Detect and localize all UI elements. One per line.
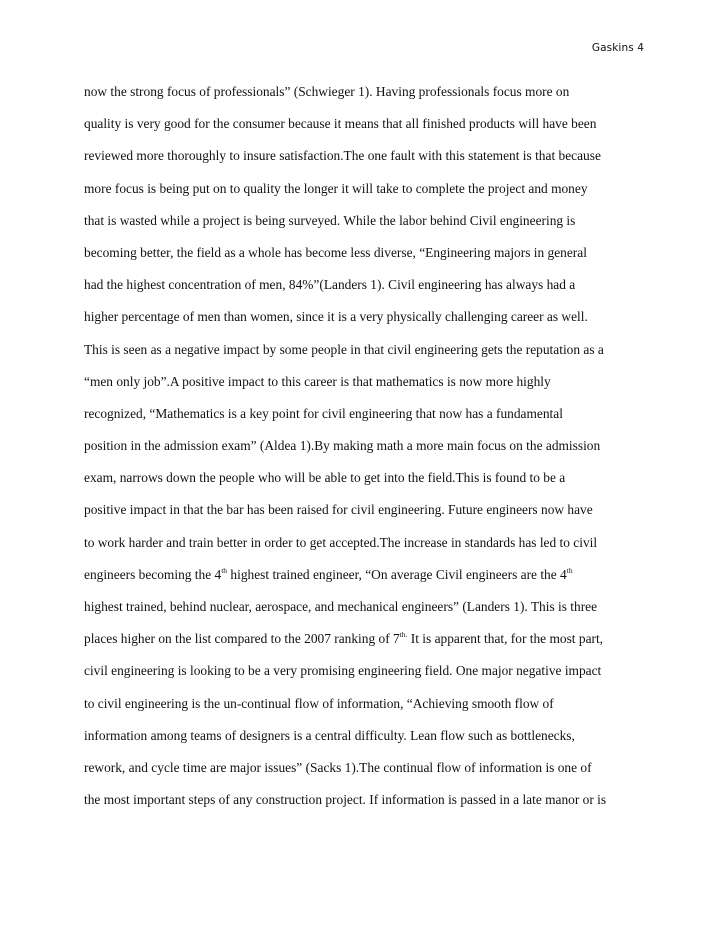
text-line: recognized, “Mathematics is a key point for civil engineering that now has a fundamental <box>84 405 563 421</box>
text-line: more focus is being put on to quality the longer it will take to complete the project and money <box>84 180 588 196</box>
text-line: to work harder and train better in order to get accepted.The increase in standards has led to civil <box>84 534 598 550</box>
text-line: civil engineering is looking to be a very promising engineering field. One major negative impact <box>84 663 602 679</box>
text-line: reviewed more thoroughly to insure satisfaction.The one fault with this statement is that because <box>84 148 601 164</box>
text-line: exam, narrows down the people who will be able to get into the field.This is found to be a <box>84 470 566 486</box>
superscript: th <box>566 565 573 575</box>
superscript: th. <box>399 630 408 640</box>
text-line: higher percentage of men than women, since it is a very physically challenging career as well. <box>84 309 588 325</box>
text-segment: It is apparent that, for the most part, <box>407 631 604 647</box>
text-line-with-superscript <box>84 623 654 655</box>
text-line: becoming better, the field as a whole has become less diverse, “Engineering majors in general <box>84 244 587 260</box>
text-line: “men only job”.A positive impact to this career is that mathematics is now more highly <box>84 373 551 389</box>
text-segment: places higher on the list compared to the 2007 ranking of 7 <box>84 631 400 647</box>
text-segment: engineers becoming the 4 <box>84 566 222 582</box>
text-line: now the strong focus of professionals” (Schwieger 1). Having professionals focus more on <box>84 84 570 99</box>
text-line: This is seen as a negative impact by some people in that civil engineering gets the reputation as a <box>84 341 604 357</box>
text-line-with-superscripts <box>84 559 654 591</box>
running-head: Gaskins 4 <box>591 42 644 54</box>
text-line: highest trained, behind nuclear, aerospace, and mechanical engineers” (Landers 1). This is three <box>84 599 598 614</box>
text-line: that is wasted while a project is being surveyed. While the labor behind Civil engineering is <box>84 212 576 228</box>
superscript: th <box>221 565 228 575</box>
text-line: to civil engineering is the un-continual flow of information, “Achieving smooth flow of <box>84 695 554 711</box>
text-line: information among teams of designers is a central difficulty. Lean flow such as bottlenecks, <box>84 727 575 743</box>
page-header <box>592 42 644 54</box>
text-line: positive impact in that the bar has been raised for civil engineering. Future engineers now have <box>84 502 593 518</box>
text-line: rework, and cycle time are major issues” (Sacks 1).The continual flow of information is one of <box>84 759 592 775</box>
text-line: the most important steps of any construction project. If information is passed in a late manor or is <box>84 792 607 808</box>
text-line: position in the admission exam” (Aldea 1).By making math a more main focus on the admission <box>84 438 601 454</box>
body-text <box>84 76 654 816</box>
text-line: had the highest concentration of men, 84%”(Landers 1). Civil engineering has always had a <box>84 277 576 293</box>
text-segment: highest trained engineer, “On average Civil engineers are the 4 <box>227 566 567 582</box>
text-line: quality is very good for the consumer because it means that all finished products will have been <box>84 116 597 132</box>
